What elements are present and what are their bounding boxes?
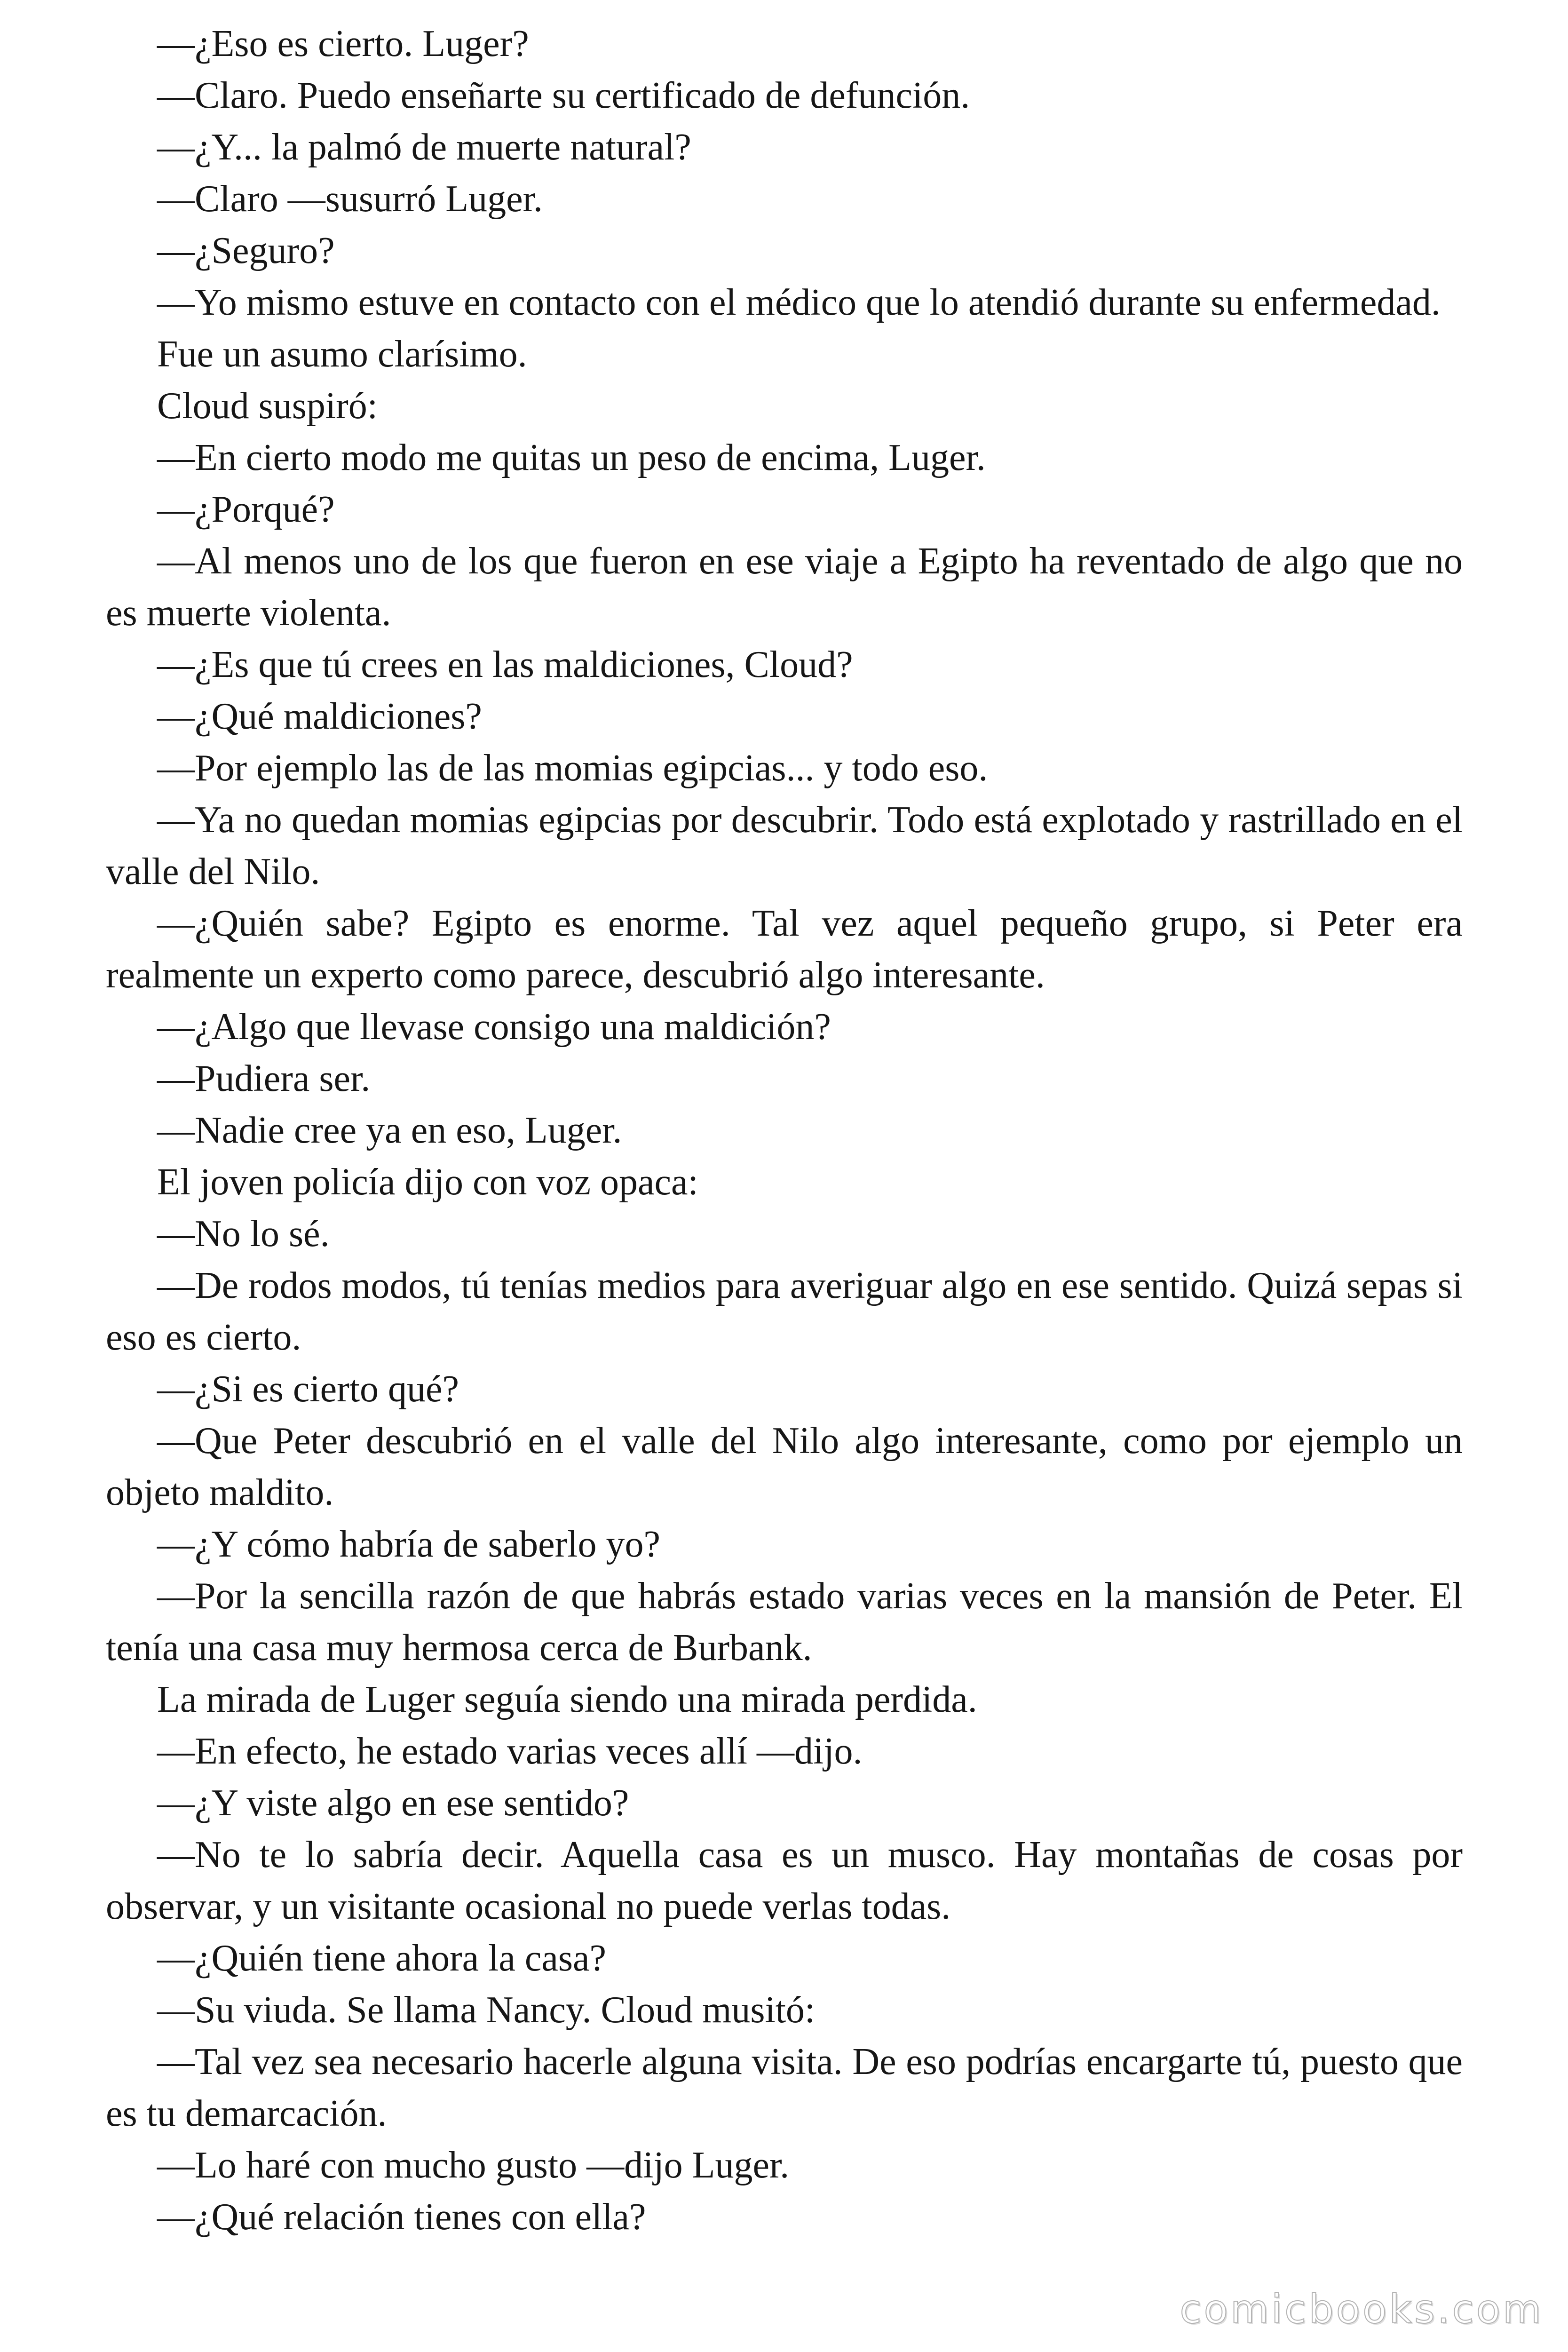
paragraph: La mirada de Luger seguía siendo una mirada perdida. <box>157 1679 977 1720</box>
paragraph: —¿Seguro? <box>157 230 335 271</box>
paragraph: —Por la sencilla razón de que habrás estado varias veces en la mansión de Peter. El tenía una casa muy hermosa cerca de Burbank. <box>106 1575 1463 1669</box>
paragraph: —Claro —susurró Luger. <box>157 178 543 220</box>
paragraph: —¿Qué maldiciones? <box>157 696 482 737</box>
paragraph: —Nadie cree ya en eso, Luger. <box>157 1110 622 1151</box>
paragraph: —¿Porqué? <box>157 489 335 530</box>
watermark: comicbooks.com <box>1180 2286 1544 2332</box>
paragraph: Cloud suspiró: <box>157 385 378 427</box>
paragraph: —Pudiera ser. <box>157 1058 371 1099</box>
page-text <box>106 18 1463 2243</box>
paragraph: —Que Peter descubrió en el valle del Nilo algo interesante, como por ejemplo un objeto maldito. <box>106 1420 1463 1513</box>
paragraph: —Ya no quedan momias egipcias por descubrir. Todo está explotado y rastrillado en el valle del Nilo. <box>106 799 1463 892</box>
paragraph: —Lo haré con mucho gusto —dijo Luger. <box>157 2145 790 2186</box>
paragraph: —¿Eso es cierto. Luger? <box>157 23 529 64</box>
paragraph: —¿Es que tú crees en las maldiciones, Cloud? <box>157 644 853 685</box>
paragraph: —Yo mismo estuve en contacto con el médico que lo atendió durante su enfermedad. <box>157 282 1441 323</box>
paragraph: —¿Quién sabe? Egipto es enorme. Tal vez aquel pequeño grupo, si Peter era realmente un experto como parece, descubrió algo interesante. <box>106 903 1463 996</box>
paragraph: —No te lo sabría decir. Aquella casa es un musco. Hay montañas de cosas por observar, y un visitante ocasional no puede verlas todas. <box>106 1834 1463 1927</box>
paragraph: —¿Quién tiene ahora la casa? <box>157 1938 607 1979</box>
paragraph: Fue un asumo clarísimo. <box>157 334 527 375</box>
paragraph: —Al menos uno de los que fueron en ese viaje a Egipto ha reventado de algo que no es muerte violenta. <box>106 540 1463 634</box>
paragraph: El joven policía dijo con voz opaca: <box>157 1161 698 1203</box>
paragraph: —De rodos modos, tú tenías medios para averiguar algo en ese sentido. Quizá sepas si eso es cierto. <box>106 1265 1463 1358</box>
paragraph: —En efecto, he estado varias veces allí —dijo. <box>157 1731 863 1772</box>
paragraph: —¿Y viste algo en ese sentido? <box>157 1782 629 1824</box>
paragraph: —¿Y... la palmó de muerte natural? <box>157 127 691 168</box>
paragraph: —Tal vez sea necesario hacerle alguna visita. De eso podrías encargarte tú, puesto que es tu demarcación. <box>106 2041 1463 2134</box>
paragraph: —Claro. Puedo enseñarte su certificado de defunción. <box>157 75 970 116</box>
paragraph: —¿Qué relación tienes con ella? <box>157 2196 646 2238</box>
paragraph: —En cierto modo me quitas un peso de encima, Luger. <box>157 437 986 478</box>
paragraph: —Su viuda. Se llama Nancy. Cloud musitó: <box>157 1989 816 2031</box>
paragraph: —¿Algo que llevase consigo una maldición? <box>157 1006 831 1048</box>
paragraph: —¿Si es cierto qué? <box>157 1368 459 1410</box>
paragraph: —¿Y cómo habría de saberlo yo? <box>157 1524 660 1565</box>
paragraph: —Por ejemplo las de las momias egipcias... y todo eso. <box>157 747 988 789</box>
paragraph: —No lo sé. <box>157 1213 330 1255</box>
